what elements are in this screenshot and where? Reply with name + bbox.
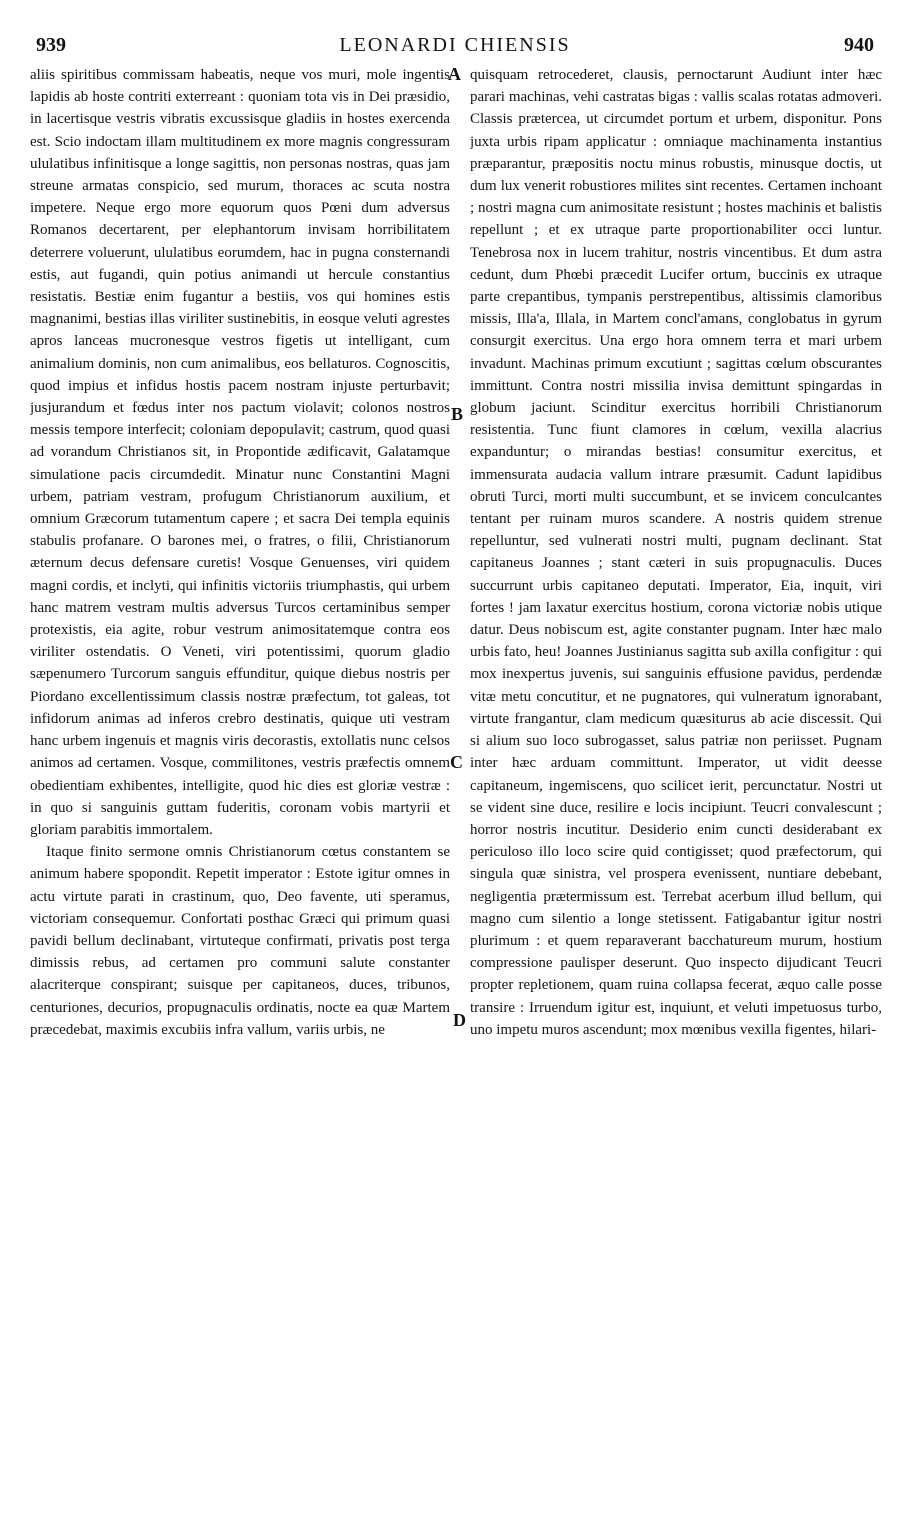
margin-letter-a: A — [448, 64, 461, 84]
running-title: LEONARDI CHIENSIS — [339, 34, 571, 56]
left-paragraph-2: Itaque finito sermone omnis Christianorum cœtus constantem se animum habere spopondit. Repetit imperator : Estote igitur omnes in actu virtute parati in crastinum, quo, Deo favente, uti speramus, victoriam consequemur. Confortati posthac Græci qui primum quasi pavidi bellum declinabant, virtuteque confirmati, privatis post terga dimissis rebus, ad certamen pro communi salute constanter alacriterque conspirant; suisque per capitaneos, duces, tribunos, centuriones, decurios, propugnaculis ordinatis, nocte ea quæ Martem præcedebat, maximis excubiis infra vallum, variis urbis, ne — [30, 844, 450, 1038]
left-paragraph-1: aliis spiritibus commissam habeatis, neque vos muri, mole ingentis lapidis ab hoste contriti exterreant : quoniam tota vis in Dei præsidio, in lacertisque vestris vibratis excussisque gladiis in hostes exercenda est. Scio indoctam illam multitudinem ex more magnis congressuram ululatibus infinitisque a longe sagittis, non personas nostras, quas jam streune armatas conspicio, sed murum, thoraces ac scuta nostra impetere. Neque ergo more equorum quos Pœni dum adversus Romanos decertarent, per elephantorum invisam horribilitatem deterrere voluerunt, ululatibus eorumdem, hac in pugna consternandi estis, aut fugandi, quin potius animandi ut hercule constantius resistatis. Bestiæ enim fugantur a bestiis, vos qui homines estis magnanimi, bestias illas viriliter sustinebitis, in eosque veluti agrestes apros lanceas mucronesque vestros figetis ut intelligant, cum animalium dominis, non cum animalibus, eos bellaturos. Cognoscitis, quod impius et infidus hostis pacem nostram injuste perturbavit; jusjurandum et fœdus inter nos pactum violavit; colonos nostros messis tempore interfecit; coloniam depopulavit; castrum, quod quasi ad vorandum Christianos sit, in Propontide ædificavit, Galatamque simulatione pacis circumdedit. Minatur nunc Constantini Magni urbem, patriam vestram, profugum Christianorum auxilium, et omnium Græcorum tutamentum capere ; et sacra Dei templa equinis stabulis profanare. O barones mei, o fratres, o filii, Christianorum æternum decus defensare curetis! Vosque Genuenses, viri quidem magni cordis, et inclyti, qui infinitis victoriis triumphastis, qui urbem hanc matrem vestram multis adversus Turcos certaminibus semper protexistis, eia agite, robur vestrum animositatemque contra eos viriliter ostendatis. O Veneti, viri potentissimi, quorum gladio sæpenumero Turcorum sanguis effunditur, quique diebus nostris per Piordano excellentissimum classis nostræ præfectum, tot galeas, tot infidorum animas ad inferos crebro destinatis, quique uti vestram hanc urbem ingenuis et magnis viris decorastis, extollatis nunc celsos animos ad certamen. Vosque, commilitones, vestris præfectis omnem obedientiam exhibentes, intelligite, quod hic dies est gloriæ vestræ : in quo si sanguinis guttam fuderitis, coronam vobis martyrii et gloriam parabitis immortalem. — [30, 67, 450, 838]
margin-letter-b: B — [451, 404, 464, 424]
margin-letter-c: C — [450, 752, 463, 772]
margin-letter-d: D — [453, 1010, 466, 1030]
running-header — [30, 34, 880, 64]
right-paragraph-1: quisquam retrocederet, clausis, pernoctarunt Audiunt inter hæc parari machinas, vehi castratas bigas : vallis scalas rotatas admoveri. Classis prætercea, ut circumdet portum et urbem, disponitur. Pons juxta urbis ripam applicatur : omniaque machinamenta instantius præparantur, præpositis noctu minus robustis, minusque doctis, ut dum lux venerit robustiores milites sint recentes. Certamen inchoant ; nostri magna cum animositate resistunt ; hostes machinis et balistis repellunt ; et ex utraque parte proportionabiliter occi luntur. Tenebrosa nox in lucem trahitur, nostris vincentibus. Et dum astra cedunt, dum Phœbi præcedit Lucifer ortum, buccinis ex utraque parte crepantibus, tympanis perstrepentibus, altissimis clamoribus missis, Illa'a, Illala, in Martem concl'amans, conglobatus in gyrum consurgit exercitus. Una ergo hora omnem terra et mari urbem invadunt. Machinas primum excutiunt ; sagittas cœlum obscurantes immittunt. Contra nostri missilia invisa demittunt spingardas in globum jaciunt. Scinditur exercitus horribili Christianorum resistentia. Tunc fiunt clamores in cœlum, vexilla alacrius expanduntur; o mirandas bestias! consumitur exercitus, et immensurata audacia vallum intrare præsumit. Cadunt lapidibus obruti Turci, morti multi succumbunt, et se invicem conculcantes tentant per ruinam muros scandere. A nostris quidem strenue repelluntur, sed vulnerati nostri multi, pugnam declinant. Stat capitaneus Joannes ; stant cæteri in suis propugnaculis. Duces succurrunt urbis capitaneo deputati. Imperator, Eia, inquit, viri fortes ! jam laxatur exercitus hostium, corona victoriæ nobis utique datur. Deus nobiscum est, agite constanter pugnam. Inter hæc malo urbis fato, heu! Joannes Justinianus sagitta sub axilla configitur : qui mox inexpertus juvenis, sui sanguinis effusione pavidus, perdendæ vitæ metu concutitur, et ne pugnatores, qui vulneratum ignorabant, virtute frangantur, clam medicum quæsiturus ab acie discessit. Qui si alium suo loco subrogasset, salus patriæ non periisset. Pugnam inter hæc arduam committunt. Imperator, ut vidit deesse capitaneum, ingemiscens, quo scilicet ierit, percunctatur. Nostri ut se vident sine duce, resilire e locis incipiunt. Teucri convalescunt ; horror nostris incutitur. Desiderio enim cuncti desiderabant ex periculoso illo loco scire quid contigisset; quod præfectorum, qui singula quæ sinistra, vel prospera evenissent, nuntiare debebant, negligentia prætermissum est. Terrebat acerbum illud bellum, qui magno cum silentio a longe stetissent. Fatigabantur igitur nostri plurimum : et quem reparaverant bacchatureum murum, hostium compressione paulisper deserunt. Quo inspecto dijudicant Teucri propter repletionem, quam ruina collapsa fecerat, æquo calle posse transire : Irruendum igitur est, inquiunt, et veluti impetuosus turbo, uno impetu muros ascendunt; mox mœnibus vexilla figentes, hilari- — [470, 67, 882, 1038]
right-page-number: 940 — [844, 34, 874, 56]
right-column — [470, 64, 882, 1524]
left-column — [30, 64, 450, 1524]
left-page-number: 939 — [36, 34, 66, 56]
